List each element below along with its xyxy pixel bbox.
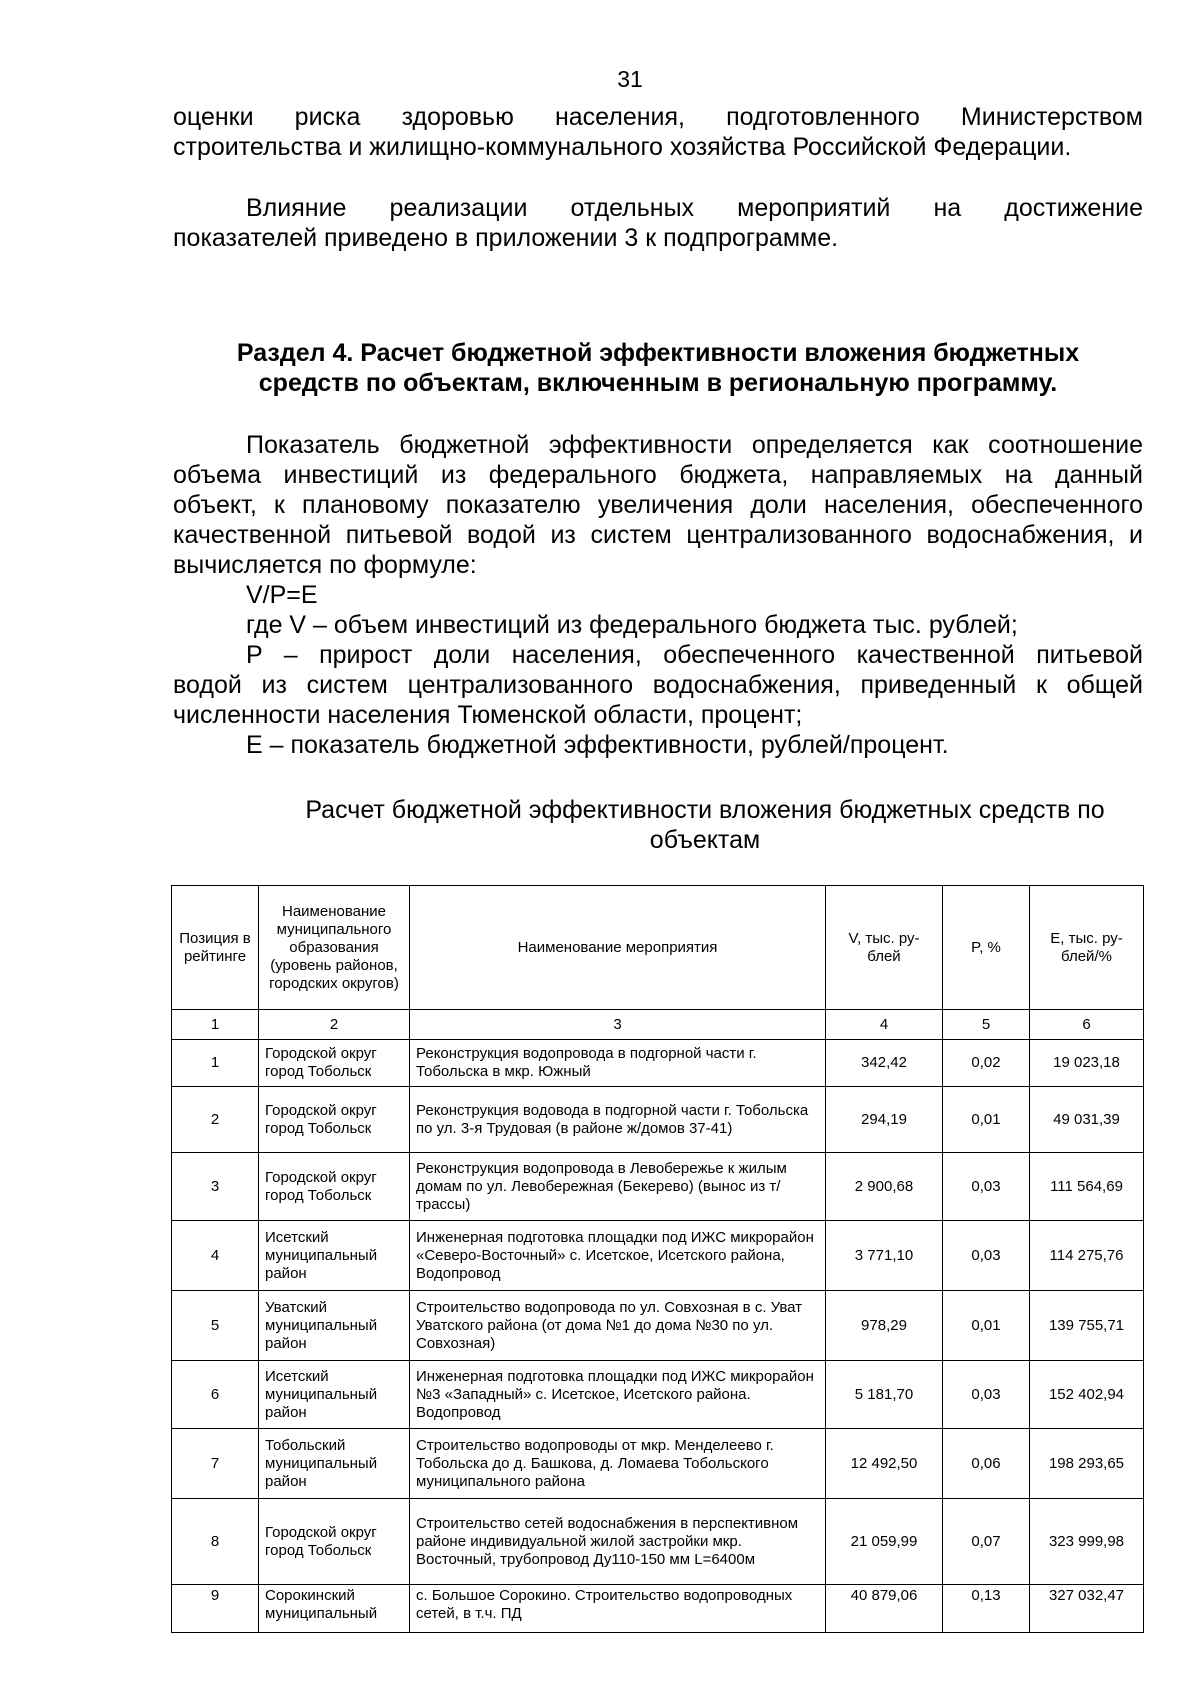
- text-line: объема инвестиций из федерального бюджета, направляемых на данный: [173, 461, 1143, 489]
- cell-v: 5 181,70: [826, 1361, 943, 1429]
- header-event: Наименование мероприятия: [410, 886, 826, 1010]
- cell-event: Инженерная подготовка площадки под ИЖС микрорайон №3 «Западный» с. Исетское, Исетского района. Водопровод: [410, 1361, 826, 1429]
- table-row: [172, 1429, 1144, 1499]
- cell-position: 9: [172, 1585, 259, 1633]
- cell-p: 0,07: [943, 1499, 1030, 1585]
- definition-v: где V – объем инвестиций из федерального бюджета тыс. рублей;: [246, 611, 1018, 639]
- heading-line: средств по объектам, включенным в региональную программу.: [258, 369, 1058, 397]
- cell-municipality: Городской округ город Тобольск: [259, 1040, 410, 1087]
- table-row: [172, 1040, 1144, 1087]
- cell-e: 323 999,98: [1030, 1499, 1144, 1585]
- cell-p: 0,06: [943, 1429, 1030, 1499]
- text-line: качественной питьевой водой из систем централизованного водоснабжения, и: [173, 521, 1143, 549]
- text-line: оценки риска здоровью населения, подготовленного Министерством: [173, 103, 1143, 131]
- cell-p: 0,03: [943, 1221, 1030, 1291]
- cell-municipality: Сорокинский муниципальный: [259, 1585, 410, 1633]
- cell-event: Строительство водопровода по ул. Совхозная в с. Уват Уватского района (от дома №1 до дома №30 по ул. Совхозная): [410, 1291, 826, 1361]
- cell-municipality: Уватский муниципальный район: [259, 1291, 410, 1361]
- cell-municipality: Исетский муниципальный район: [259, 1361, 410, 1429]
- cell-v: 978,29: [826, 1291, 943, 1361]
- text-line: Влияние реализации отдельных мероприятий на достижение: [246, 194, 1143, 222]
- page-number: 31: [617, 66, 643, 92]
- cell-e: 152 402,94: [1030, 1361, 1144, 1429]
- cell-event: Реконструкция водовода в подгорной части г. Тобольска по ул. 3-я Трудовая (в районе ж/домов 37-41): [410, 1087, 826, 1153]
- definition-e: E – показатель бюджетной эффективности, рублей/процент.: [246, 731, 949, 759]
- cell-p: 0,01: [943, 1087, 1030, 1153]
- cell-municipality: Городской округ город Тобольск: [259, 1087, 410, 1153]
- paragraph-influence: [173, 193, 1143, 253]
- table-row: [172, 1087, 1144, 1153]
- cell-v: 2 900,68: [826, 1153, 943, 1221]
- formula: V/P=E: [246, 581, 318, 609]
- cell-v: 12 492,50: [826, 1429, 943, 1499]
- cell-position: 1: [172, 1040, 259, 1087]
- column-number: 6: [1030, 1010, 1144, 1040]
- cell-e: 139 755,71: [1030, 1291, 1144, 1361]
- paragraph-intro: [173, 102, 1143, 162]
- table-row: [172, 1499, 1144, 1585]
- header-p: P, %: [943, 886, 1030, 1010]
- cell-position: 2: [172, 1087, 259, 1153]
- text-line: вычисляется по формуле:: [173, 551, 477, 579]
- paragraph-indicator: [173, 430, 1143, 580]
- cell-v: 3 771,10: [826, 1221, 943, 1291]
- cell-p: 0,02: [943, 1040, 1030, 1087]
- column-number: 5: [943, 1010, 1030, 1040]
- cell-v: 294,19: [826, 1087, 943, 1153]
- heading-line: Раздел 4. Расчет бюджетной эффективности вложения бюджетных: [236, 339, 1080, 367]
- cell-event: Строительство водопроводы от мкр. Менделеево г. Тобольска до д. Башкова, д. Ломаева Тобольского муниципального района: [410, 1429, 826, 1499]
- cell-event: Реконструкция водопровода в подгорной части г. Тобольска в мкр. Южный: [410, 1040, 826, 1087]
- table-row: [172, 1291, 1144, 1361]
- column-number: 1: [172, 1010, 259, 1040]
- column-number-row: [172, 1010, 1144, 1040]
- column-number: 2: [259, 1010, 410, 1040]
- table-header-row: [172, 886, 1144, 1010]
- section-heading: [173, 338, 1143, 398]
- column-number: 3: [410, 1010, 826, 1040]
- cell-position: 4: [172, 1221, 259, 1291]
- text-line: численности населения Тюменской области, процент;: [173, 701, 803, 729]
- cell-position: 6: [172, 1361, 259, 1429]
- cell-p: 0,01: [943, 1291, 1030, 1361]
- table-row: [172, 1585, 1144, 1633]
- cell-p: 0,03: [943, 1361, 1030, 1429]
- cell-v: 21 059,99: [826, 1499, 943, 1585]
- cell-p: 0,03: [943, 1153, 1030, 1221]
- cell-e: 111 564,69: [1030, 1153, 1144, 1221]
- text-line: строительства и жилищно-коммунального хозяйства Российской Федерации.: [173, 133, 1072, 161]
- table-title: [270, 795, 1140, 855]
- cell-municipality: Тобольский муниципальный район: [259, 1429, 410, 1499]
- table-row: [172, 1153, 1144, 1221]
- title-line: объектам: [649, 826, 761, 854]
- cell-municipality: Исетский муниципальный район: [259, 1221, 410, 1291]
- text-line: водой из систем централизованного водоснабжения, приведенный к общей: [173, 671, 1143, 699]
- cell-v: 342,42: [826, 1040, 943, 1087]
- text-line: Показатель бюджетной эффективности определяется как соотношение: [246, 431, 1143, 459]
- cell-municipality: Городской округ город Тобольск: [259, 1499, 410, 1585]
- cell-e: 327 032,47: [1030, 1585, 1144, 1633]
- cell-p: 0,13: [943, 1585, 1030, 1633]
- text-line: объект, к плановому показателю увеличения доли населения, обеспеченного: [173, 491, 1143, 519]
- header-position: Позиция в рейтинге: [172, 886, 259, 1010]
- column-number: 4: [826, 1010, 943, 1040]
- cell-municipality: Городской округ город Тобольск: [259, 1153, 410, 1221]
- cell-position: 5: [172, 1291, 259, 1361]
- table-row: [172, 1361, 1144, 1429]
- text-line: P – прирост доли населения, обеспеченного качественной питьевой: [246, 641, 1143, 669]
- cell-event: Реконструкция водопровода в Левобережье к жилым домам по ул. Левобережная (Бекерево) (вынос из т/трассы): [410, 1153, 826, 1221]
- header-v: V, тыс. ру-блей: [826, 886, 943, 1010]
- cell-event: Инженерная подготовка площадки под ИЖС микрорайон «Северо-Восточный» с. Исетское, Исетского района, Водопровод: [410, 1221, 826, 1291]
- cell-e: 114 275,76: [1030, 1221, 1144, 1291]
- efficiency-table: [171, 885, 1144, 1633]
- cell-position: 7: [172, 1429, 259, 1499]
- cell-e: 198 293,65: [1030, 1429, 1144, 1499]
- cell-e: 49 031,39: [1030, 1087, 1144, 1153]
- cell-position: 3: [172, 1153, 259, 1221]
- cell-v: 40 879,06: [826, 1585, 943, 1633]
- header-e: E, тыс. ру-блей/%: [1030, 886, 1144, 1010]
- cell-event: Строительство сетей водоснабжения в перспективном районе индивидуальной жилой застройки мкр. Восточный, трубопровод Ду110-150 мм L=6400м: [410, 1499, 826, 1585]
- cell-event: с. Большое Сорокино. Строительство водопроводных сетей, в т.ч. ПД: [410, 1585, 826, 1633]
- definition-p: [173, 640, 1143, 730]
- cell-e: 19 023,18: [1030, 1040, 1144, 1087]
- text-line: показателей приведено в приложении 3 к подпрограмме.: [173, 224, 839, 252]
- cell-position: 8: [172, 1499, 259, 1585]
- header-municipality: Наименование муниципального образования (уровень районов, городских округов): [259, 886, 410, 1010]
- table-row: [172, 1221, 1144, 1291]
- title-line: Расчет бюджетной эффективности вложения бюджетных средств по: [305, 796, 1105, 824]
